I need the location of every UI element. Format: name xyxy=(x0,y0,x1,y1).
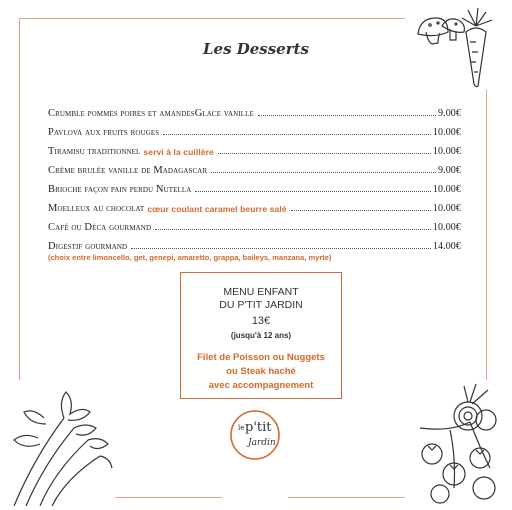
list-item xyxy=(48,195,461,214)
item-name: Pavlova aux fruits rouges xyxy=(48,127,160,138)
page-title: Les Desserts xyxy=(202,40,310,58)
item-price: 10.00€ xyxy=(432,222,461,233)
logo xyxy=(228,408,282,462)
logo-le: le xyxy=(238,424,245,432)
kids-menu-age: (jusqu'à 12 ans) xyxy=(230,331,292,340)
celery-icon xyxy=(4,378,114,506)
dot-leader xyxy=(195,191,430,192)
item-name: Tiramisu traditionnel xyxy=(48,146,141,157)
list-item xyxy=(48,176,461,195)
item-name: Café ou Déca gourmand xyxy=(48,222,152,233)
list-item xyxy=(48,138,461,157)
item-price: 10.00€ xyxy=(432,146,461,157)
dot-leader xyxy=(155,229,431,230)
list-item xyxy=(48,100,461,119)
item-name: Brioche façon pain perdu Nutella xyxy=(48,184,192,195)
item-price: 9.00€ xyxy=(438,165,461,176)
item-price: 10.00€ xyxy=(432,203,461,214)
item-name: Moelleux au chocolat xyxy=(48,203,145,214)
list-item xyxy=(48,214,461,233)
list-item xyxy=(48,233,461,252)
kids-menu-dish: Filet de Poisson ou Nuggets xyxy=(197,352,325,363)
tomatoes-icon xyxy=(410,418,506,508)
logo-ring-icon xyxy=(228,408,282,462)
kids-menu-box xyxy=(180,272,342,399)
kids-menu-title: MENU ENFANT xyxy=(223,286,299,298)
logo-jardin: Jardin xyxy=(248,438,276,448)
logo-ptit: p'tit xyxy=(245,420,272,435)
item-price: 9.00€ xyxy=(438,108,461,119)
dot-leader xyxy=(211,172,436,173)
list-item xyxy=(48,119,461,138)
dot-leader xyxy=(218,153,431,154)
kids-menu-dish: ou Steak haché xyxy=(226,366,296,377)
frame-gap-logo xyxy=(222,460,288,500)
item-price: 10.00€ xyxy=(432,127,461,138)
dot-leader xyxy=(291,210,431,211)
item-price: 14.00€ xyxy=(432,241,461,252)
dessert-list xyxy=(48,100,461,262)
digestif-note: (choix entre limoncello, get, genepi, amaretto, grappa, baileys, manzana, myrte) xyxy=(48,253,332,262)
dot-leader xyxy=(258,115,436,116)
dot-leader xyxy=(131,248,431,249)
kids-menu-subtitle: DU P'TIT JARDIN xyxy=(219,299,303,311)
item-name: Digestif gourmand xyxy=(48,241,128,252)
item-name: Crumble pommes poires et amandesGlace vanille xyxy=(48,108,254,119)
item-name: Crème brulée vanille de Madagascar xyxy=(48,165,208,176)
item-note: servi à la cuillère xyxy=(143,147,214,157)
item-price: 10.00€ xyxy=(432,184,461,195)
kids-menu-price: 13€ xyxy=(251,315,271,327)
dot-leader xyxy=(163,134,431,135)
kids-menu-dish: avec accompagnement xyxy=(208,380,314,391)
list-item xyxy=(48,157,461,176)
item-note: cœur coulant caramel beurre salé xyxy=(147,204,287,214)
